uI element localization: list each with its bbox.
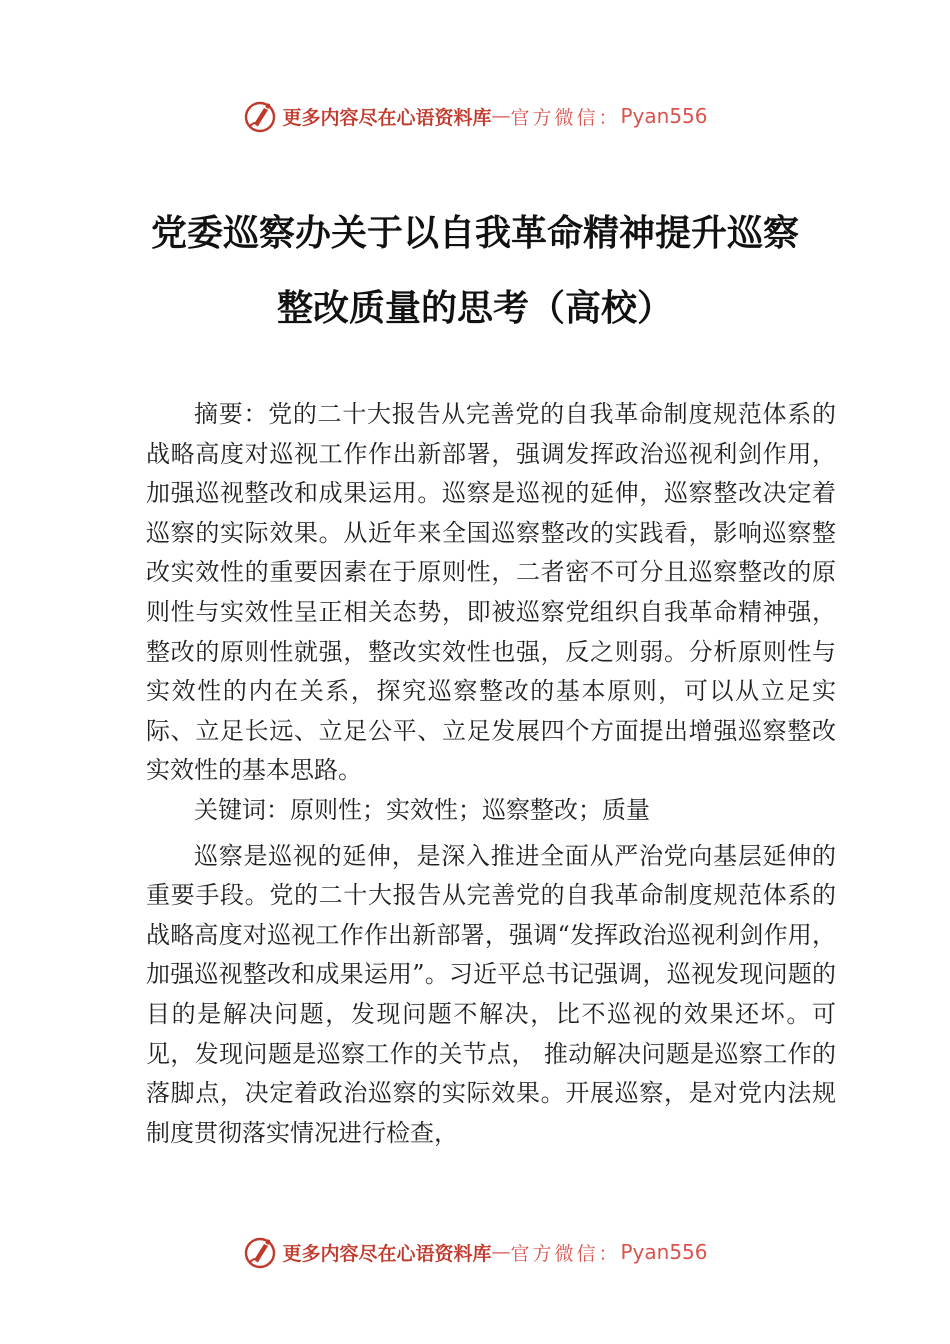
body-paragraph-1: 巡察是巡视的延伸，是深入推进全面从严治党向基层延伸的重要手段。党的二十大报告从完善党的自我革命制度规范体系的战略高度对巡视工作作出新部署，强调“发挥政治巡视利剑作用，加强巡视整改和成果运用”。习近平总书记强调，巡视发现问题的目的是解决问题，发现问题不解决，比不巡视的效果还坏。可见，发现问题是巡察工作的关节点， 推动解决问题是巡察工作的落脚点，决定着政治巡察的实际效果。开展巡察，是对党内法规制度贯彻落实情况进行检查， <box>146 841 836 1147</box>
abstract-paragraph: 摘要：党的二十大报告从完善党的自我革命制度规范体系的战略高度对巡视工作作出新部署，强调发挥政治巡视利剑作用，加强巡视整改和成果运用。巡察是巡视的延伸，巡察整改决定着巡察的实际效果。从近年来全国巡察整改的实践看，影响巡察整改实效性的重要因素在于原则性，二者密不可分且巡察整改的原则性与实效性呈正相关态势，即被巡察党组织自我革命精神强，整改的原则性就强，整改实效性也强，反之则弱。分析原则性与实效性的内在关系，探究巡察整改的基本原则，可以从立足实际、立足长远、立足公平、立足发展四个方面提出增强巡察整改实效性的基本思路。 <box>146 400 836 785</box>
footer-brand-bar <box>0 1232 950 1272</box>
footer-wechat-id: Pyan556 <box>620 1240 708 1264</box>
document-title-line-2: 整改质量的思考（高校） <box>276 288 673 329</box>
footer-wechat-label: 官方微信： <box>510 1242 621 1265</box>
document-body <box>146 395 836 1153</box>
brand-logo-icon <box>242 98 278 134</box>
header-brand-text: 更多内容尽在心语资料库 <box>282 106 492 129</box>
brand-logo-icon <box>242 1234 278 1270</box>
document-title-line-1: 党委巡察办关于以自我革命精神提升巡察 <box>150 213 799 254</box>
header-wechat-id: Pyan556 <box>620 104 708 128</box>
footer-brand-text: 更多内容尽在心语资料库 <box>282 1242 492 1265</box>
footer-brand-separator: — <box>491 1241 511 1263</box>
keywords-paragraph: 关键词：原则性；实效性；巡察整改；质量 <box>194 795 650 824</box>
header-brand-separator: — <box>491 105 511 127</box>
header-brand-bar <box>0 96 950 136</box>
header-wechat-label: 官方微信： <box>510 106 621 129</box>
